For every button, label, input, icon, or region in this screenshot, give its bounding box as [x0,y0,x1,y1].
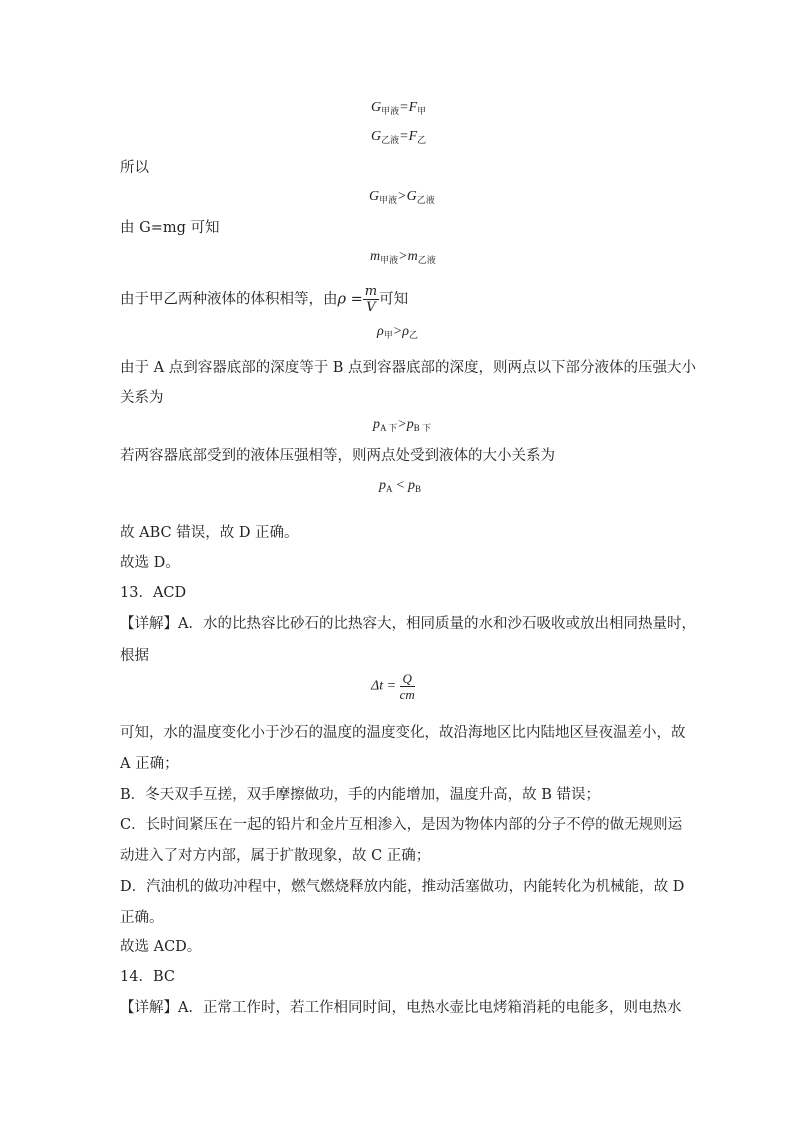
q13-explain-d2: 正确。 [120,910,164,926]
text-pressure-equal: 若两容器底部受到的液体压强相等，则两点处受到液体的大小关系为 [120,448,555,464]
q13-explain-a2: 根据 [120,648,149,664]
text-g-mg: 由 G=mg 可知 [120,220,220,236]
q13-explain-a4: A 正确； [120,756,179,772]
q13-explain-a3: 可知，水的温度变化小于沙石的温度的温度变化，故沿海地区比内陆地区昼夜温差小，故 [120,725,686,741]
q13-explain-c1: C．长时间紧压在一起的铅片和金片互相渗入，是因为物体内部的分子不停的做无规则运 [120,817,683,833]
question-14-answer: 14．BC [120,969,175,985]
equation-delta-t: Δt = $\frac{Q}{cm}$ [371,671,415,702]
text-suoyi: 所以 [120,160,149,176]
equation-p-lower: $p_{A 下}>p_{B 下}$ [373,417,431,433]
text-conclusion-1: 故 ABC 错误，故 D 正确。 [120,525,299,541]
equation-p-ab: $p_A < p_B$ [379,478,421,494]
text-depth-1: 由于 A 点到容器底部的深度等于 B 点到容器底部的深度，则两点以下部分液体的压强大小 [120,360,697,376]
q13-explain-d1: D．汽油机的做功冲程中，燃气燃烧释放内能，推动活塞做功，内能转化为机械能，故 D [120,879,685,895]
equation-g-compare: $G_{甲液}>G_{乙液}$ [369,189,435,205]
question-13-answer: 13．ACD [120,585,187,601]
text-conclusion-2: 故选 D。 [120,555,180,571]
equation-rho-compare: $\rho_甲>\rho_乙$ [377,324,418,340]
q13-explain-c2: 动进入了对方内部，属于扩散现象，故 C 正确； [120,848,431,864]
text-depth-2: 关系为 [120,390,164,406]
equation-g-yi: $G_{乙液}=F_乙$ [371,129,427,145]
q14-explain-a1: 【详解】A．正常工作时，若工作相同时间，电热水壶比电烤箱消耗的电能多，则电热水 [120,1000,682,1016]
fraction-m-over-v: $\frac{m}{V}$ [364,284,378,315]
fraction-q-over-cm: $\frac{Q}{cm}$ [399,671,415,702]
q13-explain-a1: 【详解】A．水的比热容比砂石的比热容大，相同质量的水和沙石吸收或放出相同热量时， [120,616,696,632]
q13-explain-b: B．冬天双手互搓，双手摩擦做功，手的内能增加，温度升高，故 B 错误； [120,787,601,803]
text-density-formula: 由于甲乙两种液体的体积相等，由ρ = $\frac{m}{V}$ 可知 [120,284,409,315]
equation-m-compare: $m_{甲液}>m_{乙液}$ [370,249,436,265]
equation-g-jia: $G_{甲液}=F_甲$ [371,100,427,116]
q13-conclusion: 故选 ACD。 [120,939,202,955]
